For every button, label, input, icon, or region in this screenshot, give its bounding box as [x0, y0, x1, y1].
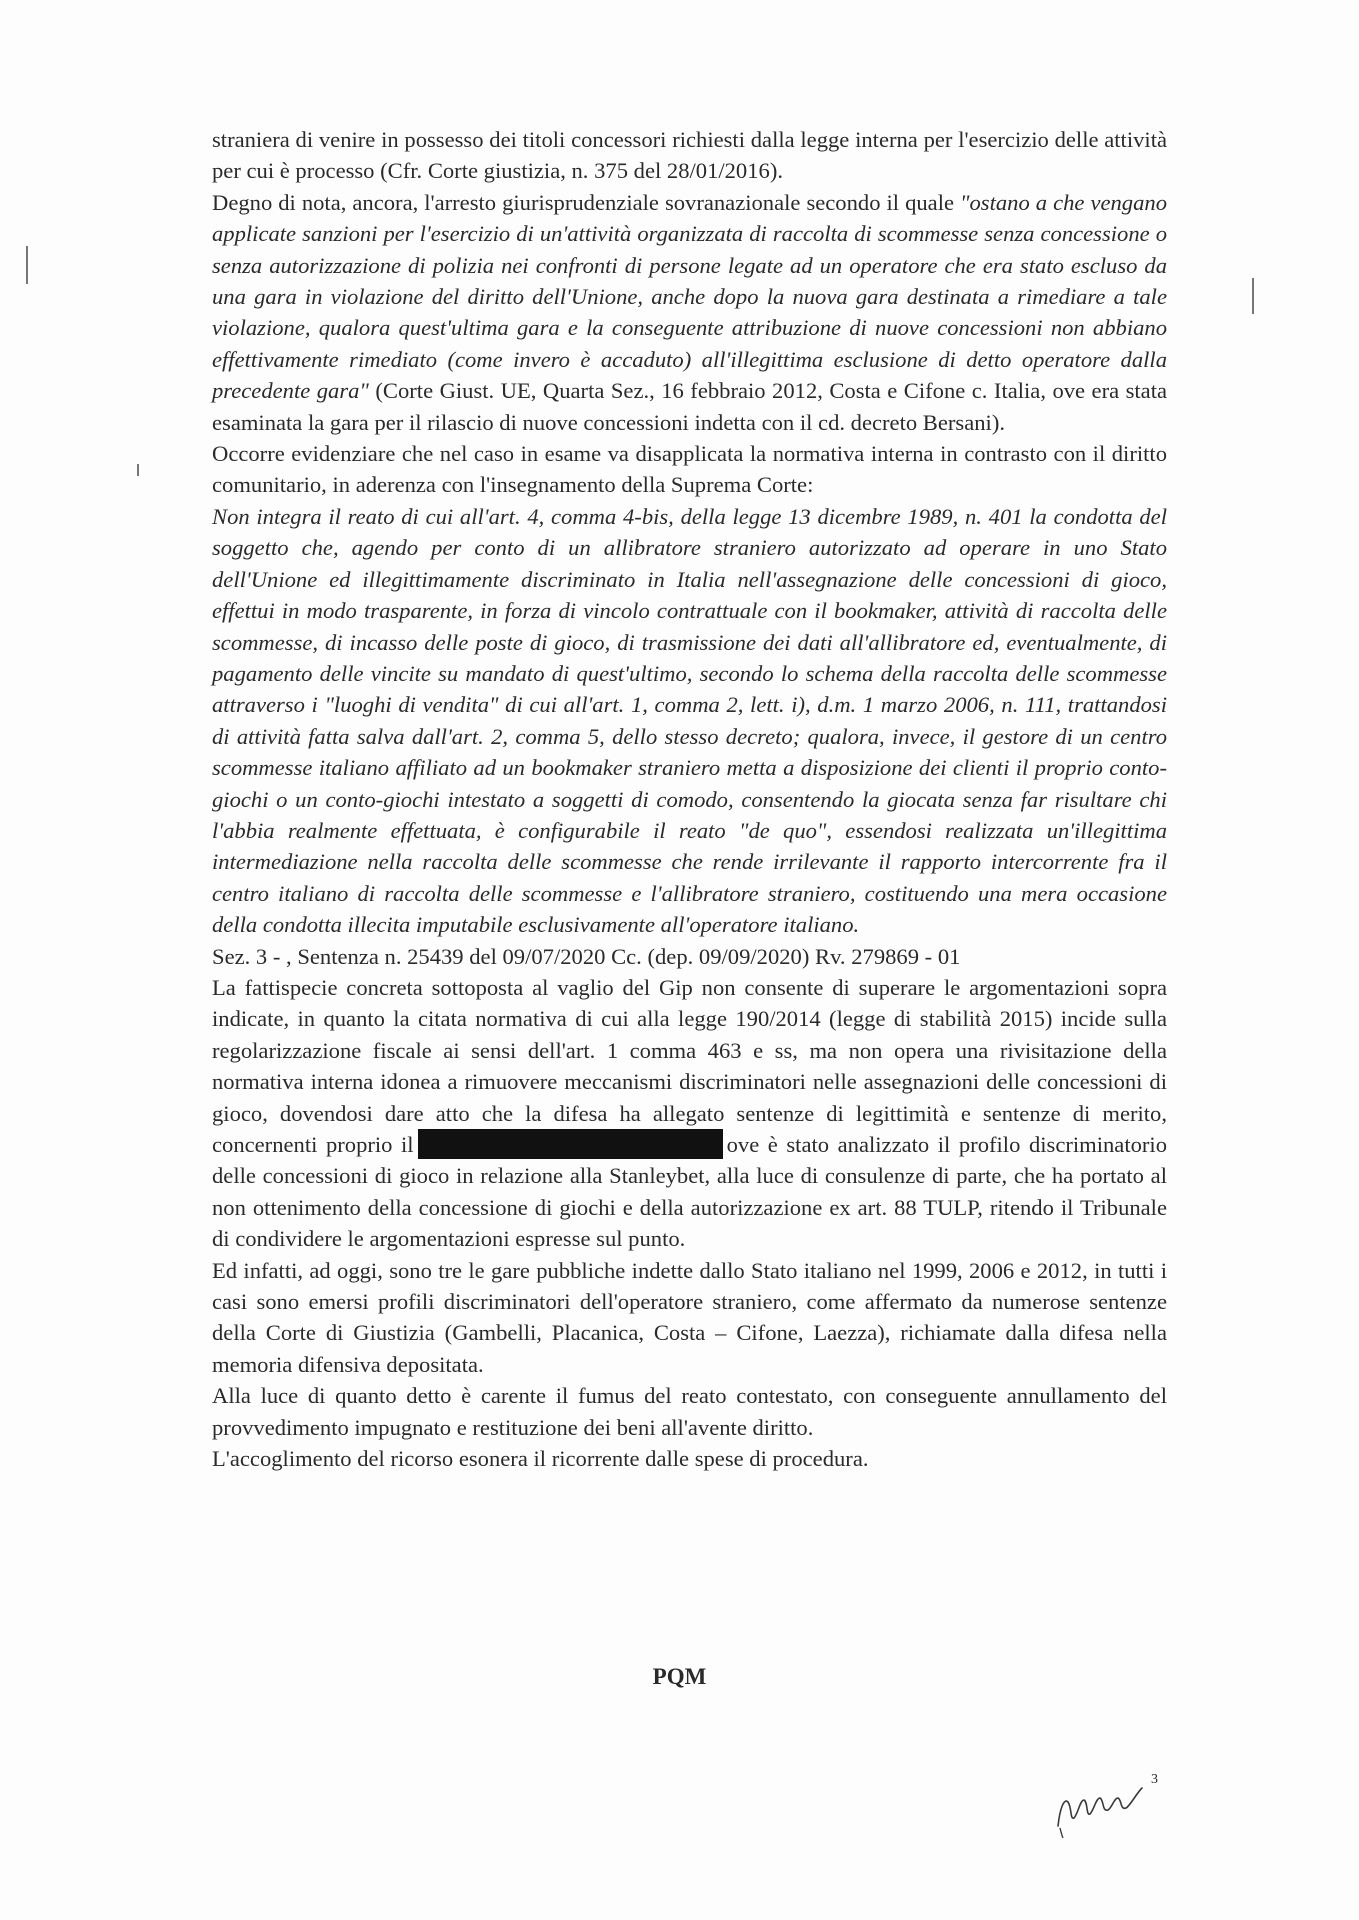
body-text: La fattispecie concreta sottoposta al vaglio del Gip non consente di superare le argomentazioni sopra indicate, in quanto la citata normativa di cui alla legge 190/2014 (legge di stabilità 2015) incide sulla regolarizzazione fiscale ai sensi dell'art. 1 comma 463 e ss, ma non opera una rivisitazione della normativa interna idonea a rimuovere meccanismi discriminatori nelle assegnazioni delle concessioni di gioco, dovendosi dare atto che la difesa ha allegato sentenze di legittimità e sentenze di merito, concernenti proprio il	[212, 974, 1167, 1157]
paragraph-p8	[212, 1380, 1167, 1443]
body-text: straniera di venire in possesso dei titoli concessori richiesti dalla legge interna per l'esercizio delle attività per cui è processo (Cfr. Corte giustizia, n. 375 del 28/01/2016).	[212, 127, 1167, 184]
paragraph-p6	[212, 972, 1167, 1255]
body-text: ove è stato analizzato il profilo discriminatorio delle concessioni di gioco in relazione alla Stanleybet, alla luce di consulenze di parte, che ha portato al non ottenimento della concessione di giochi e della autorizzazione ex art. 88 TULP, ritendo il Tribunale di condividere le argomentazioni espresse sul punto.	[212, 1132, 1167, 1252]
paragraph-p5	[212, 941, 1167, 972]
closing-heading-pqm: PQM	[652, 1664, 707, 1689]
body-text: Occorre evidenziare che nel caso in esame va disapplicata la normativa interna in contrasto con il diritto comunitario, in aderenza con l'insegnamento della Suprema Corte:	[212, 441, 1167, 498]
right-margin-mark	[1252, 278, 1254, 314]
body-text: Ed infatti, ad oggi, sono tre le gare pubbliche indette dallo Stato italiano nel 1999, 2006 e 2012, in tutti i casi sono emersi profili discriminatori dell'operatore straniero, come affermato da numerose sentenze della Corte di Giustizia (Gambelli, Placanica, Costa – Cifone, Laezza), richiamate dalla difesa nella memoria difensiva depositata.	[212, 1257, 1167, 1377]
redaction-box	[418, 1129, 723, 1159]
paragraph-p9	[212, 1443, 1167, 1474]
document-body	[212, 124, 1167, 1474]
quoted-text: Non integra il reato di cui all'art. 4, comma 4-bis, della legge 13 dicembre 1989, n. 401 la condotta del soggetto che, agendo per conto di un allibratore straniero autorizzato ad operare in uno Stato dell'Unione ed illegittimamente discriminato in Italia nell'assegnazione delle concessioni di gioco, effettui in modo trasparente, in forza di vincolo contrattuale con il bookmaker, attività di raccolta delle scommesse, di incasso delle poste di gioco, di trasmissione dei dati all'allibratore ed, eventualmente, di pagamento delle vincite su mandato di quest'ultimo, secondo lo schema della raccolta delle scommesse attraverso i "luoghi di vendita" di cui all'art. 1, comma 2, lett. i), d.m. 1 marzo 2006, n. 111, trattandosi di attività fatta salva dall'art. 2, comma 5, dello stesso decreto; qualora, invece, il gestore di un centro scommesse italiano affiliato ad un bookmaker straniero metta a disposizione dei clienti il proprio conto-giochi o un conto-giochi intestato a soggetti di comodo, consentendo la giocata senza far risultare chi l'abbia realmente effettuata, è configurabile il reato "de quo", essendosi realizzata un'illegittima intermediazione nella raccolta delle scommesse che rende irrilevante il rapporto intercorrente fra il centro italiano di raccolta delle scommesse e l'allibratore straniero, costituendo una mera occasione della condotta illecita imputabile esclusivamente all'operatore italiano.	[212, 503, 1167, 938]
paragraph-p4	[212, 501, 1167, 941]
body-text: Alla luce di quanto detto è carente il fumus del reato contestato, con conseguente annullamento del provvedimento impugnato e restituzione dei beni all'avente diritto.	[212, 1383, 1167, 1440]
paragraph-p3	[212, 438, 1167, 501]
quoted-text: "ostano a che vengano applicate sanzioni per l'esercizio di un'attività organizzata di raccolta di scommesse senza concessione o senza autorizzazione di polizia nei confronti di persone legate ad un operatore che era stato escluso da una gara in violazione del diritto dell'Unione, anche dopo la nuova gara destinata a rimediare a tale violazione, qualora quest'ultima gara e la conseguente attribuzione di nuove concessioni non abbiano effettivamente rimediato (come invero è accaduto) all'illegittima esclusione di detto operatore dalla precedente gara"	[212, 189, 1167, 404]
body-text: (Corte Giust. UE, Quarta Sez., 16 febbraio 2012, Costa e Cifone c. Italia, ove era stata esaminata la gara per il rilascio di nuove concessioni indetta con il cd. decreto Bersani).	[212, 378, 1168, 435]
page-number: 3	[1151, 1772, 1158, 1787]
left-margin-mark	[26, 246, 28, 284]
left-margin-mark-small	[137, 464, 139, 476]
paragraph-p1	[212, 124, 1167, 187]
paragraph-p2	[212, 187, 1167, 438]
body-text: L'accoglimento del ricorso esonera il ricorrente dalle spese di procedura.	[212, 1446, 869, 1472]
body-text: Degno di nota, ancora, l'arresto giurisprudenziale sovranazionale secondo il quale	[212, 189, 961, 215]
body-text: Sez. 3 - , Sentenza n. 25439 del 09/07/2020 Cc. (dep. 09/09/2020) Rv. 279869 - 01	[212, 943, 961, 969]
paragraph-p7	[212, 1255, 1167, 1381]
